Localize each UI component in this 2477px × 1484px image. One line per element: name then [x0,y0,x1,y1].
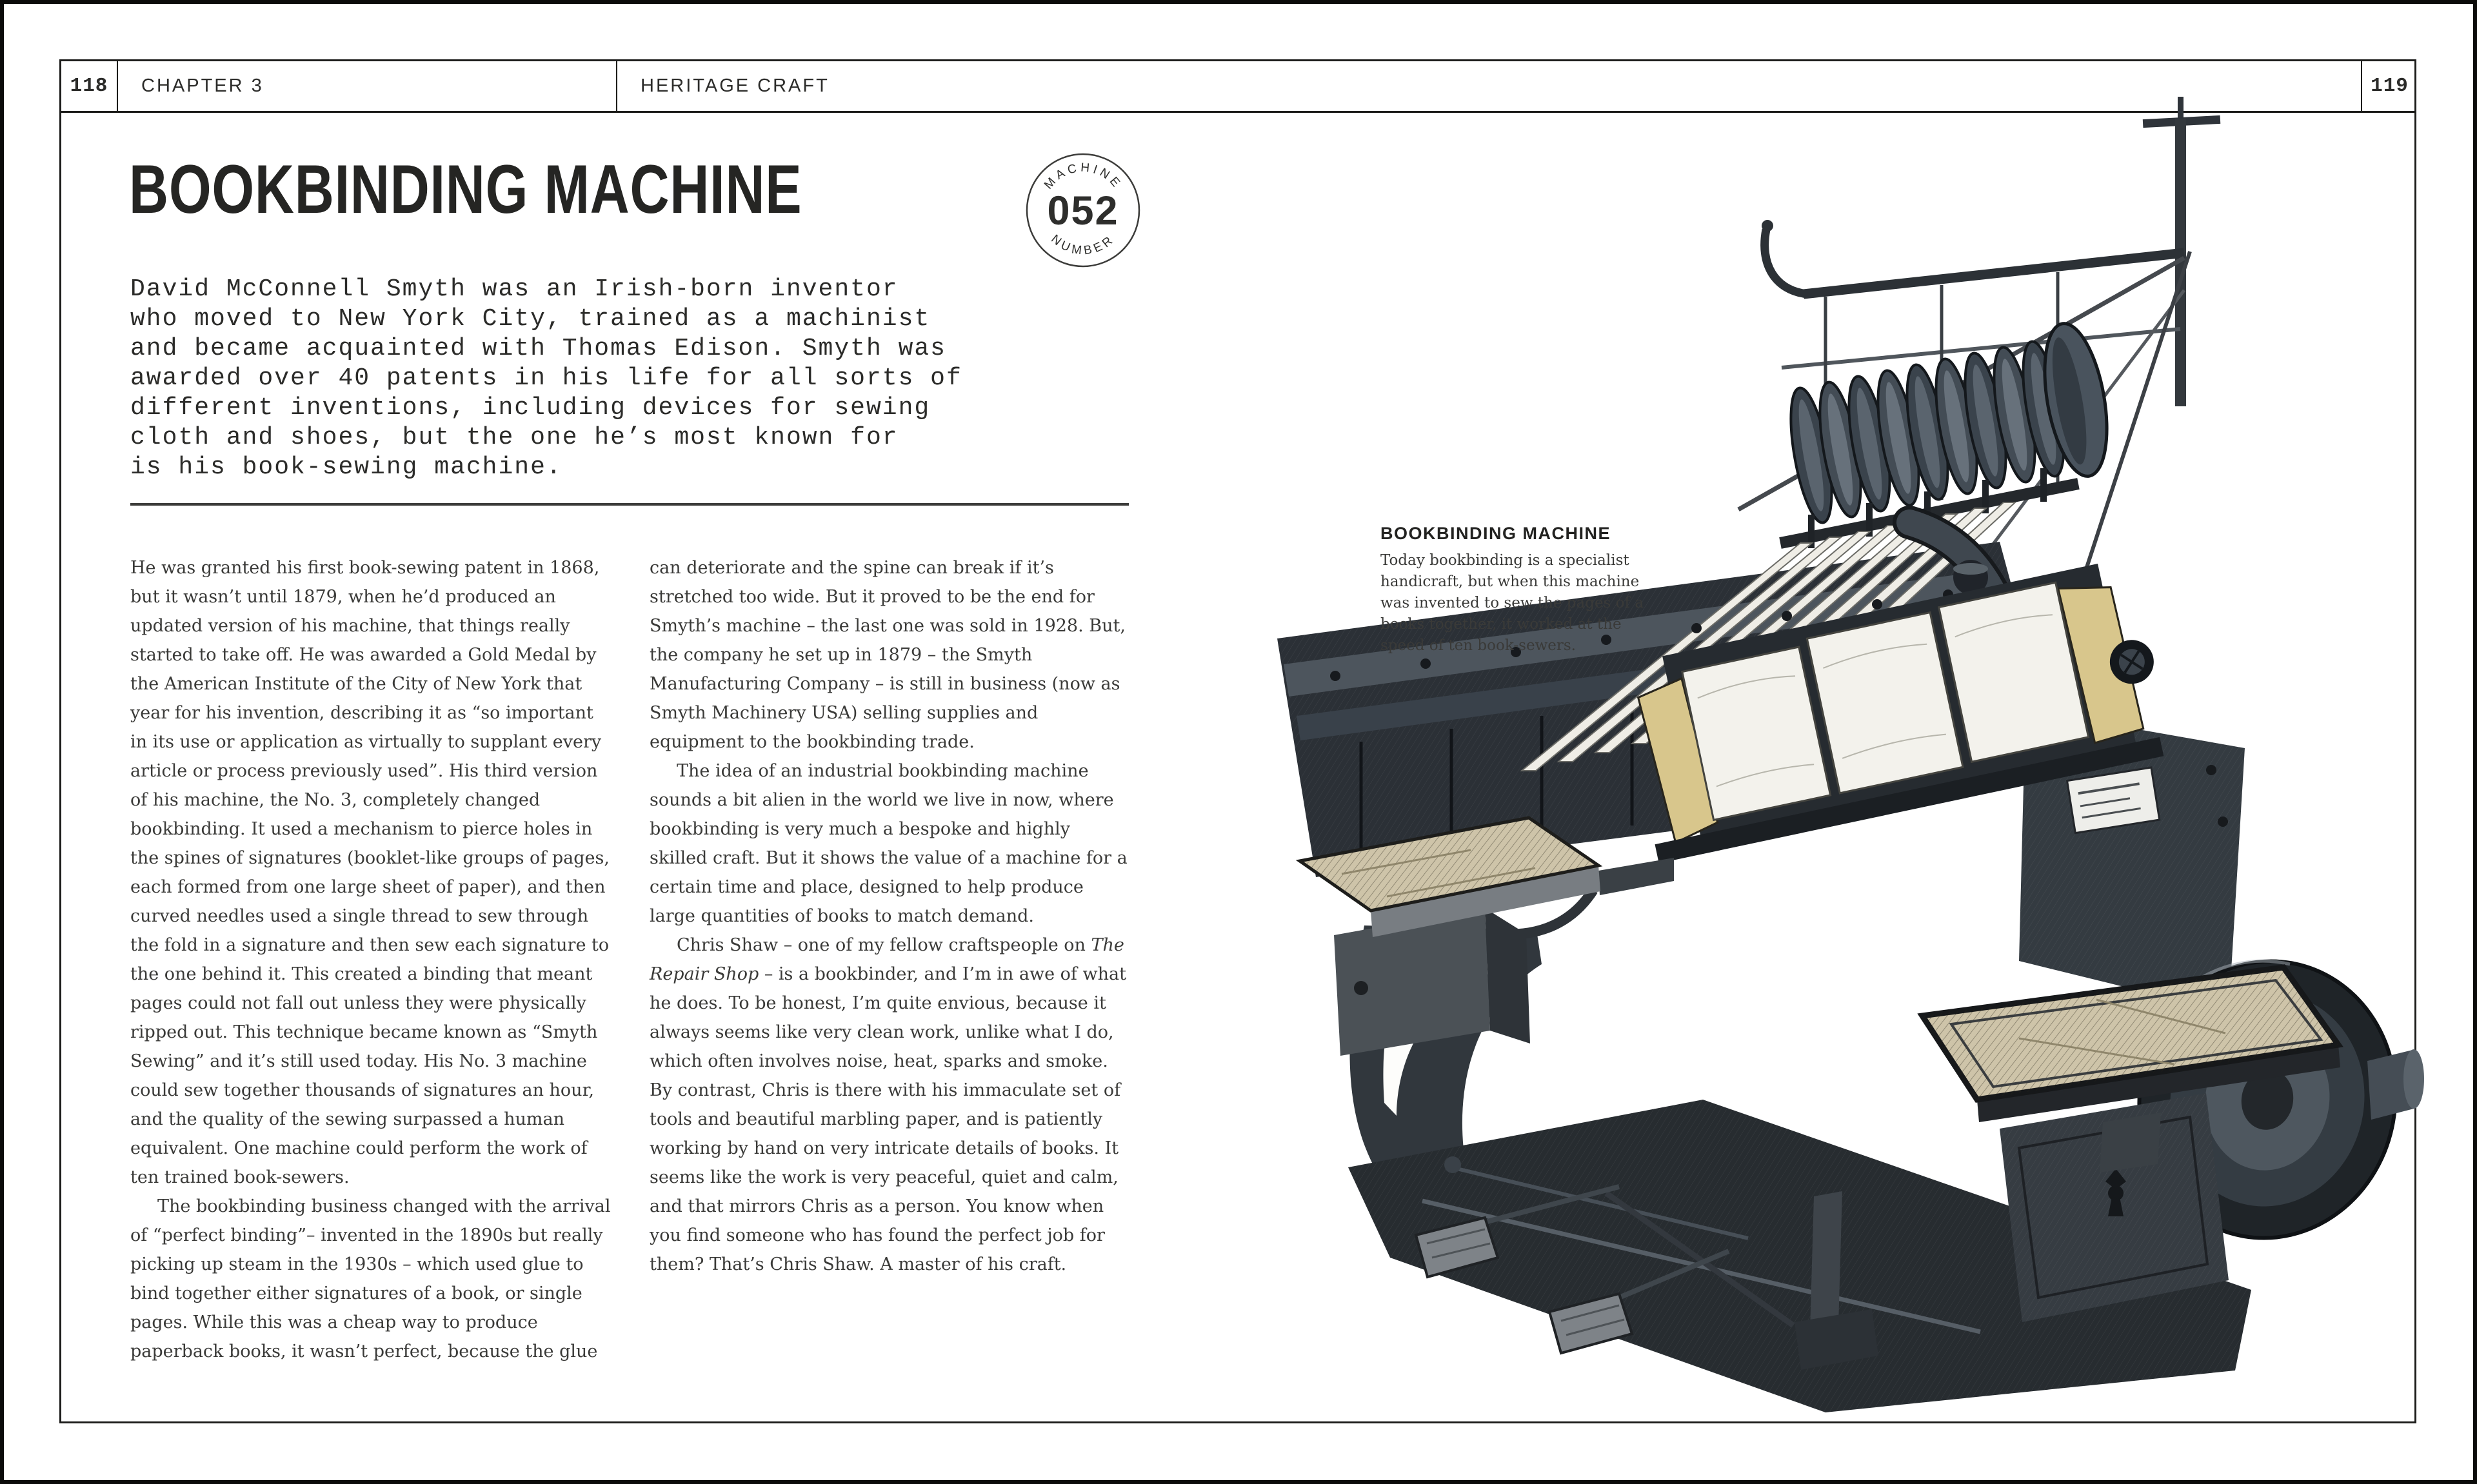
intro-line: and became acquainted with Thomas Edison. Smyth was [130,335,946,362]
intro-line: different inventions, including devices for sewing [130,394,931,422]
caption-body: Today bookbinding is a specialist handicraft, but when this machine was invented to sew the pages of a books together, it worked at the speed of ten book-sewers. [1380,552,1644,654]
badge-arc-top: MACHINE [1042,161,1125,192]
bookbinding-machine-illustration [1258,97,2425,1429]
page-background [4,4,2473,1480]
intro-line: is his book-sewing machine. [130,453,562,481]
intro-line: cloth and shoes, but the one he’s most known for [130,424,899,451]
intro-line: David McConnell Smyth was an Irish-born inventor [130,275,899,303]
machine-number-badge [1021,148,1145,272]
badge-number: 052 [1047,188,1119,233]
article-paragraph: He was granted his first book-sewing patent in 1868, but it wasn’t until 1879, when he’d produced an updated version of his machine, that things really started to take off. He was awarded a Gold Medal by the American Institute of the City of New York that year for his invention, describing it as “so important in its use or application as virtually to supplant every article or process previously used”. His third version of his machine, the No. 3, completely changed bookbinding. It used a mechanism to pierce holes in the spines of signatures (booklet-like groups of pages, each formed from one large sheet of paper), and then curved needles used a single thread to sew through the fold in a signature and then sew each signature to the one behind it. This created a binding that meant pages could not fall out unless they were physically ripped out. This technique became known as “Smyth Sewing” and it’s still used today. His No. 3 machine could sew together thousands of signatures an hour, and the quality of the sewing surpassed a human equivalent. One machine could perform the work of ten trained book-sewers. [130,558,610,1187]
page-number-left: 118 [70,75,108,97]
intro-paragraph [130,275,1098,482]
header-divider [616,61,617,111]
article-italic-title: The Repair Shop [650,935,1124,984]
chapter-label: CHAPTER 3 [141,75,264,96]
intro-line: who moved to New York City, trained as a machinist [130,305,931,333]
intro-line: awarded over 40 patents in his life for all sorts of [130,364,962,392]
article-body [130,553,1131,1385]
page-title: BOOKBINDING MACHINE [129,150,802,228]
feed-table [1300,818,1674,1056]
article-paragraph: The idea of an industrial bookbinding machine sounds a bit alien in the world we live in now, where bookbinding is very much a bespoke and highly skilled craft. But it shows the value of a machine for a certain time and place, designed to help produce large quantities of books to match demand. [650,761,1128,926]
section-label: HERITAGE CRAFT [641,75,830,96]
article-paragraph: The bookbinding business changed with the arrival of “perfect binding”– invented in the 1890s but really picking up steam in the 1930s – which used glue to bind together either signatures of a book, or single pages. While this was a cheap way to produce paperback books, it wasn’t perfect, because the glue can deteriorate and the spine can break if it’s stretched too wide. But it proved to be the end for Smyth’s machine – the last one was sold in 1928. But, the company he set up in 1879 – the Smyth Manufacturing Company – is still in business (now as Smyth Machinery USA) selling supplies and equipment to the bookbinding trade. [130,558,1126,1361]
article-text: Chris Shaw – one of my fellow craftspeople on [677,935,1091,955]
svg-text:NUMBER [1048,232,1117,258]
section-rule [130,503,1129,506]
page-number-right: 119 [2371,75,2409,97]
header-divider [117,61,118,111]
badge-arc-bottom: NUMBER [1048,232,1118,258]
caption-heading: BOOKBINDING MACHINE [1380,524,1611,543]
illustration-caption [1380,524,1645,657]
article-text: – is a bookbinder, and I’m in awe of what he does. To be honest, I’m quite envious, because it always seems like very clean work, unlike what I do, which often involves noise, heat, sparks and smoke. By contrast, Chris is there with his immaculate set of tools and beautiful marbling paper, and is patiently working by hand on very intricate details of books. It seems like the work is very peaceful, quiet and calm, and that mirrors Chris as a person. You know when you find someone who has found the perfect job for them? That’s Chris Shaw. A master of his craft. [650,964,1126,1274]
article-paragraph [650,931,1131,1279]
svg-text:MACHINE [1042,161,1124,192]
